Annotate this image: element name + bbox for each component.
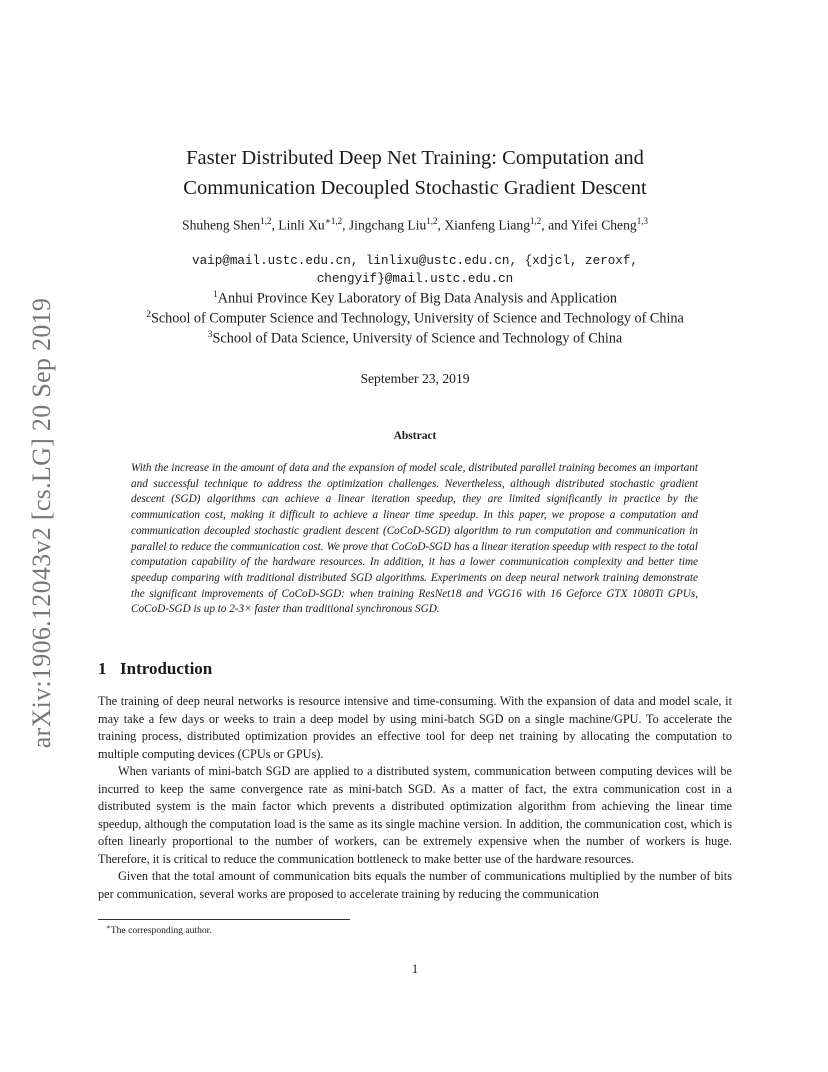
author-name: Linli Xu <box>278 217 325 233</box>
arxiv-identifier-text: arXiv:1906.12043v2 [cs.LG] 20 Sep 2019 <box>27 297 56 749</box>
footnote-mark: ∗ <box>106 923 111 931</box>
author-separator: , <box>437 217 445 233</box>
affiliation-text: Anhui Province Key Laboratory of Big Data Analysis and Application <box>217 290 617 307</box>
author-affiliation-mark: 1,2 <box>530 216 542 226</box>
footnote <box>106 923 212 936</box>
affiliation-text: School of Computer Science and Technology, University of Science and Technology of China <box>150 310 684 327</box>
author-emails <box>98 252 732 288</box>
author-name: Yifei Cheng <box>570 217 637 233</box>
title-line-2: Communication Decoupled Stochastic Gradient Descent <box>183 177 647 199</box>
paper-date: September 23, 2019 <box>360 371 470 386</box>
author-affiliation-mark: 1,3 <box>636 216 648 226</box>
affiliation <box>98 310 732 328</box>
paper-title <box>98 143 732 203</box>
author-separator: , and <box>541 217 571 233</box>
emails-line-2: chengyif}@mail.ustc.edu.cn <box>316 272 514 286</box>
section-number: 1 <box>98 659 107 678</box>
author-affiliation-mark: 1,2 <box>260 216 272 226</box>
affiliation <box>98 290 732 308</box>
footnote-text: The corresponding author. <box>110 925 212 937</box>
author-separator: , <box>342 217 349 233</box>
affiliation-mark: 2 <box>146 310 151 320</box>
emails-line-1: vaip@mail.ustc.edu.cn, linlixu@ustc.edu.cn, {xdjcl, zeroxf, <box>192 254 638 268</box>
author-name: Jingchang Liu <box>348 217 427 233</box>
footnote-rule <box>98 919 350 920</box>
section-heading <box>98 659 212 679</box>
arxiv-identifier <box>24 288 60 758</box>
author-separator: , <box>271 217 279 233</box>
author-name: Shuheng Shen <box>182 217 261 233</box>
affiliation-mark: 1 <box>213 290 218 300</box>
body-paragraph: Given that the total amount of communication bits equals the number of communications multiplied by the number of bits per communication, several works are proposed to accelerate training by reducing the communication <box>98 869 732 901</box>
author-affiliation-mark: ∗1,2 <box>324 216 343 226</box>
affiliation-text: School of Data Science, University of Science and Technology of China <box>212 330 623 347</box>
abstract-body: With the increase in the amount of data and the expansion of model scale, distributed parallel training becomes an important and successful technique to address the optimization challenges. Nevertheless, although distributed stochastic gradient descent (SGD) algorithms can achieve a linear iteration speedup, they are limited significantly in practice by the communication cost, making it difficult to achieve a linear time speedup. In this paper, we propose a computation and communication decoupled stochastic gradient descent (CoCoD-SGD) algorithm to run computation and communication in parallel to reduce the communication cost. We prove that CoCoD-SGD has a linear iteration speedup with respect to the total computation capability of the hardware resources. In addition, it has a lower communication complexity and better time speedup comparing with traditional distributed SGD algorithms. Experiments on deep neural network training demonstrate the significant improvements of CoCoD-SGD: when training ResNet18 and VGG16 with 16 Geforce GTX 1080Ti GPUs, CoCoD-SGD is up to 2-3× faster than traditional synchronous SGD. <box>131 462 698 616</box>
body-paragraph: The training of deep neural networks is resource intensive and time-consuming. With the expansion of data and model scale, it may take a few days or weeks to train a deep model by using mini-batch SGD on a single machine/GPU. To accelerate the training process, distributed optimization provides an effective tool for deep net training by allocating the computation to multiple computing devices (CPUs or GPUs). <box>98 694 732 761</box>
body-paragraph: When variants of mini-batch SGD are applied to a distributed system, communication between computing devices will be incurred to keep the same convergence rate as mini-batch SGD. As a matter of fact, the extra communication cost in a distributed system is the main factor which prevents a distributed optimization algorithm from achieving the linear time speedup, although the computation load is the same as its single machine version. In addition, the communication cost, which is often linearly proportional to the number of workers, can be extremely expensive when the number of workers is huge. Therefore, it is critical to reduce the communication bottleneck to make better use of the hardware resources. <box>98 764 732 866</box>
section-title: Introduction <box>120 659 213 678</box>
author-list <box>98 216 732 234</box>
affiliation <box>98 330 732 348</box>
abstract-heading: Abstract <box>393 430 437 442</box>
page-number: 1 <box>411 962 419 976</box>
section-body <box>98 693 732 903</box>
author-affiliation-mark: 1,2 <box>426 216 438 226</box>
author-name: Xianfeng Liang <box>444 217 531 233</box>
affiliation-mark: 3 <box>207 330 213 340</box>
title-line-1: Faster Distributed Deep Net Training: Computation and <box>186 147 644 169</box>
